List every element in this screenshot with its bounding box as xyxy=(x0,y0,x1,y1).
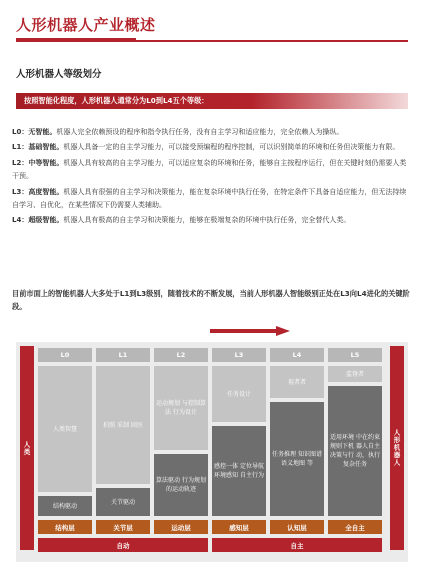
l4-dark-box: 任务推理 知识图谱 语义地图 等 xyxy=(270,402,324,516)
layer-label: 全自主 xyxy=(328,520,382,534)
level-item: L1：基础智能。机器人具备一定的自主学习能力，可以接受预编程的程序控制，可以识别简单的环境和任务但决策能力有限。 xyxy=(12,143,400,152)
arrow-right-icon xyxy=(210,326,290,336)
l0-structure-box: 结构驱动 xyxy=(38,496,92,516)
page-title: 人形机器人产业概述 xyxy=(16,16,156,34)
l5-light-box: 监督者 xyxy=(328,366,382,382)
l0-human-box: 人类智慧 xyxy=(38,366,92,492)
intro-banner: 按照智能化程度，人形机器人通常分为L0到L4五个等级： xyxy=(16,93,408,109)
column-header: L0 xyxy=(38,348,92,362)
l2-dark-box: 算法驱动 行为规划 的运动轨迹 xyxy=(154,454,208,516)
side-label-human: 人类 xyxy=(20,346,34,550)
levels-list xyxy=(12,126,412,230)
layer-label: 关节层 xyxy=(96,520,150,534)
column-header: L4 xyxy=(270,348,324,362)
level-item: L2：中等智能。机器人具有较高的自主学习能力，可以适应复杂的环境和任务，能够自主按程序运行，但在关键时刻仍需要人类干预。 xyxy=(12,158,407,181)
title-divider xyxy=(16,40,408,42)
column-header: L5 xyxy=(328,348,382,362)
level-item: L0：无智能。机器人完全依赖预设的程序和指令执行任务，没有自主学习和适应能力，完全依赖人为操纵。 xyxy=(12,128,344,136)
level-item: L3：高度智能。机器人具有很强的自主学习和决策能力，能在复杂环境中执行任务，在特定条件下具备自适应能力，但无法持续自学习、自优化，在某些情况下仍需要人类辅助。 xyxy=(12,187,407,210)
level-item: L4：超级智能。机器人具有极高的自主学习和决策能力，能够在极端复杂的环境中执行任务，完全替代人类。 xyxy=(12,216,351,225)
column-header: L3 xyxy=(212,348,266,362)
layer-label: 感知层 xyxy=(212,520,266,534)
l3-light-box: 任务设计 xyxy=(212,366,266,422)
bottom-label-autonomous: 自主 xyxy=(212,538,382,552)
l2-light-box: 运动规划 与控制算法 行为设计 xyxy=(154,366,208,450)
level-diagram xyxy=(16,342,408,562)
column-header: L2 xyxy=(154,348,208,362)
column-header: L1 xyxy=(96,348,150,362)
l5-dark-box: 适用环境 中在约束 规则下机 器人自主 决策与行 动，执行 复杂任务 xyxy=(328,386,382,516)
l1-light-box: 拍照 采制 固医 xyxy=(96,366,150,484)
bottom-label-auto: 自动 xyxy=(38,538,208,552)
l4-light-box: 视者者 xyxy=(270,366,324,398)
section-heading: 人形机器人等级划分 xyxy=(16,69,102,80)
layer-label: 运动层 xyxy=(154,520,208,534)
layer-label: 结构层 xyxy=(38,520,92,534)
summary-note: 目前市面上的智能机器人大多处于L1到L3级别，随着技术的不断发展，当前人形机器人智能级别正处在L3向L4进化的关键阶段。 xyxy=(12,289,410,311)
l1-dark-box: 关节驱动 xyxy=(96,488,150,516)
side-label-robot: 人形机器人 xyxy=(390,346,404,550)
l3-dark-box: 感控一体 定位导航 环境感知 自主行为 xyxy=(212,426,266,516)
layer-label: 认知层 xyxy=(270,520,324,534)
